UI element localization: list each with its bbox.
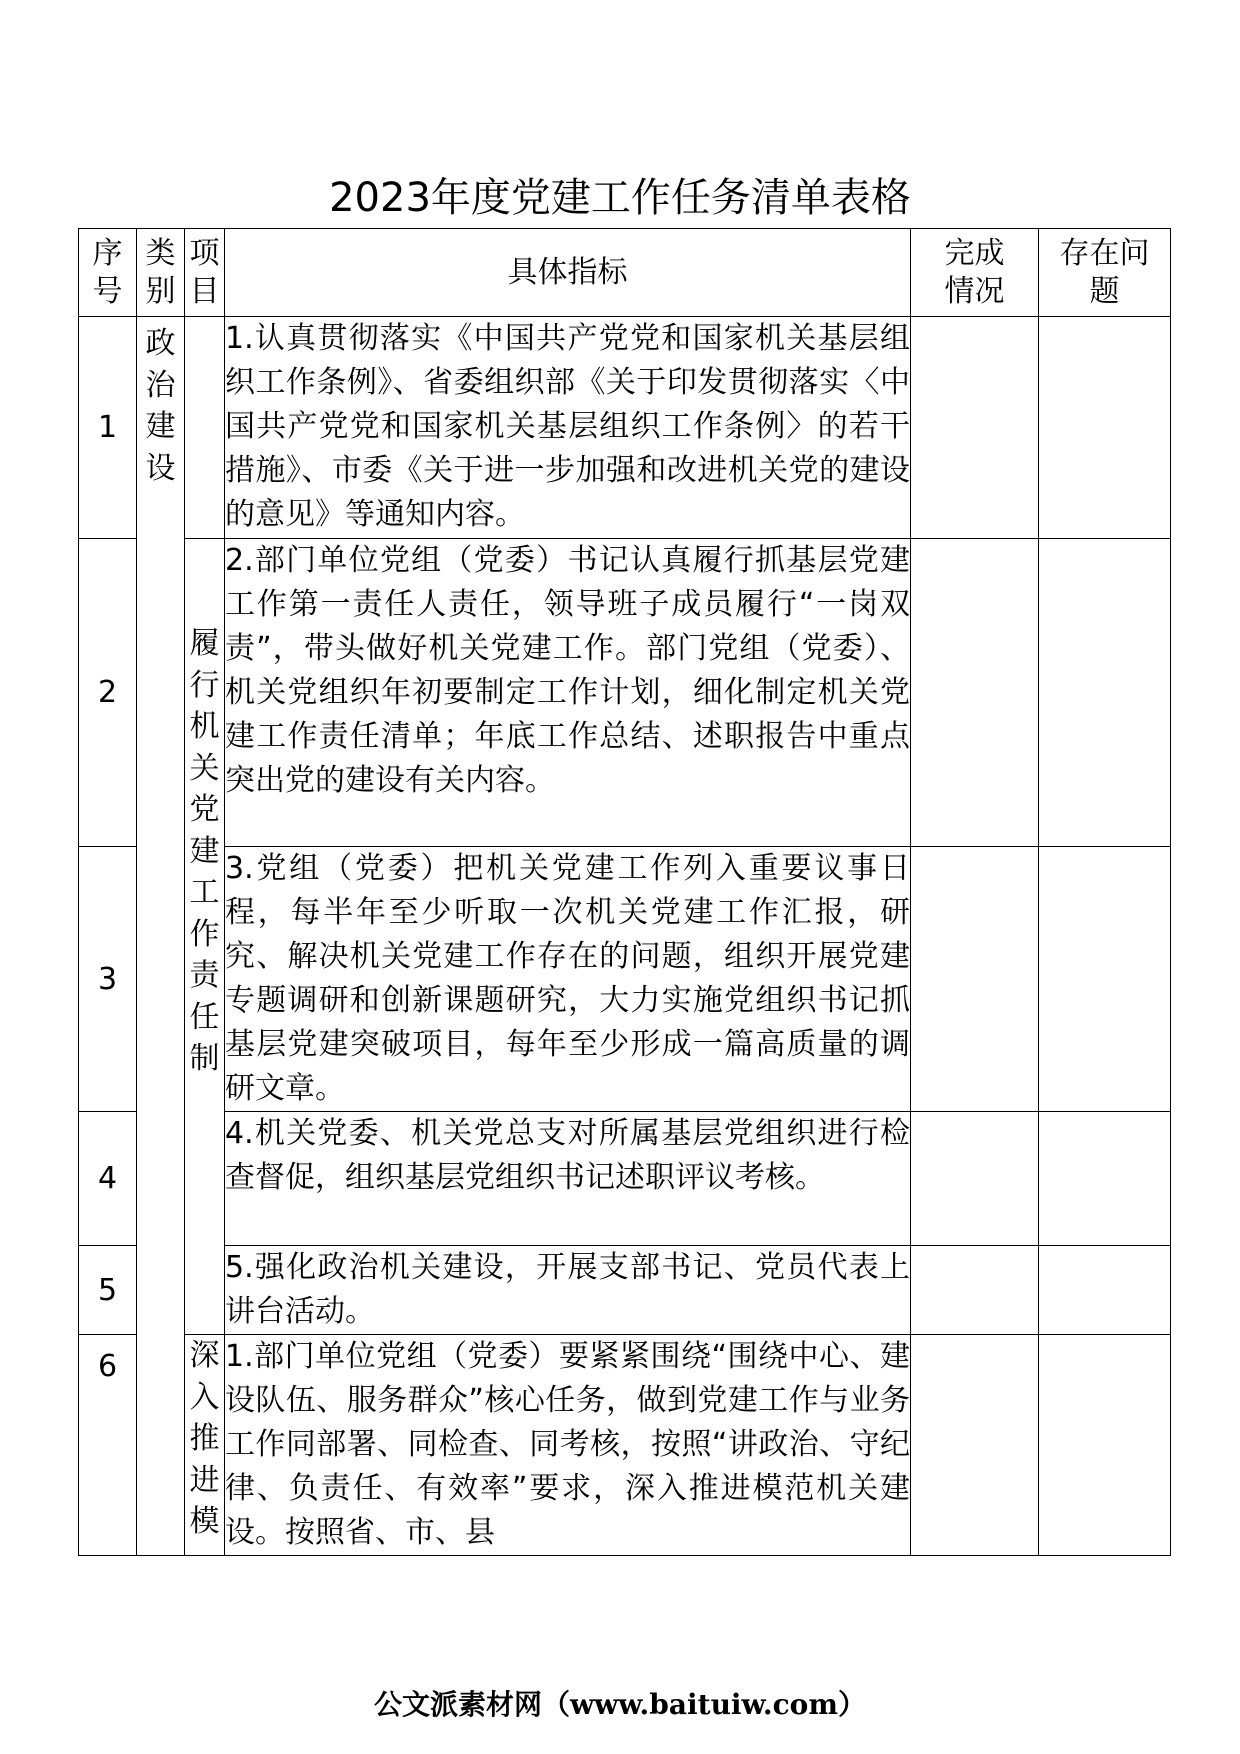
header-category: 类别 bbox=[137, 229, 185, 317]
indicator-cell: 2.部门单位党组（党委）书记认真履行抓基层党建工作第一责任人责任，领导班子成员履行“一岗双责”，带头做好机关党建工作。部门党组（党委）、机关党组织年初要制定工作计划，细化制定机关党建工作责任清单；年底工作总结、述职报告中重点突出党的建设有关内容。 bbox=[225, 539, 911, 847]
issues-cell bbox=[1039, 1112, 1171, 1246]
indicator-cell: 1.认真贯彻落实《中国共产党党和国家机关基层组织工作条例》、省委组织部《关于印发贯彻落实〈中国共产党党和国家机关基层组织工作条例〉的若干措施》、市委《关于进一步加强和改进机关党的建设的意见》等通知内容。 bbox=[225, 317, 911, 539]
header-seq: 序号 bbox=[79, 229, 137, 317]
completion-cell bbox=[911, 1112, 1039, 1246]
document-title: 2023年度党建工作任务清单表格 bbox=[329, 175, 911, 221]
project-cell-empty bbox=[185, 317, 225, 539]
issues-cell bbox=[1039, 1246, 1171, 1335]
table-row bbox=[79, 317, 1171, 539]
table-header-row bbox=[79, 229, 1171, 317]
completion-cell bbox=[911, 539, 1039, 847]
table-row bbox=[79, 1246, 1171, 1335]
header-project: 项目 bbox=[185, 229, 225, 317]
table-row bbox=[79, 1335, 1171, 1556]
project-label: 深入推进模 bbox=[189, 1338, 220, 1539]
project-cell bbox=[185, 1335, 225, 1556]
issues-cell bbox=[1039, 539, 1171, 847]
row-seq: 1 bbox=[79, 317, 137, 539]
issues-cell bbox=[1039, 847, 1171, 1112]
indicator-cell: 4.机关党委、机关党总支对所属基层党组织进行检查督促，组织基层党组织书记述职评议考核。 bbox=[225, 1112, 911, 1246]
project-cell bbox=[185, 539, 225, 1335]
completion-cell bbox=[911, 847, 1039, 1112]
category-label: 政治建设 bbox=[145, 326, 176, 486]
table-row bbox=[79, 539, 1171, 847]
header-indicator: 具体指标 bbox=[225, 229, 911, 317]
indicator-cell: 3.党组（党委）把机关党建工作列入重要议事日程，每半年至少听取一次机关党建工作汇报，研究、解决机关党建工作存在的问题，组织开展党建专题调研和创新课题研究，大力实施党组织书记抓基层党建突破项目，每年至少形成一篇高质量的调研文章。 bbox=[225, 847, 911, 1112]
completion-cell bbox=[911, 1335, 1039, 1556]
row-seq: 4 bbox=[79, 1112, 137, 1246]
issues-cell bbox=[1039, 317, 1171, 539]
row-seq: 3 bbox=[79, 847, 137, 1112]
table-row bbox=[79, 1112, 1171, 1246]
row-seq: 6 bbox=[79, 1335, 137, 1556]
indicator-cell: 1.部门单位党组（党委）要紧紧围绕“围绕中心、建设队伍、服务群众”核心任务，做到党建工作与业务工作同部署、同检查、同考核，按照“讲政治、守纪律、负责任、有效率”要求，深入推进模范机关建设。按照省、市、县 bbox=[225, 1335, 911, 1556]
header-completion: 完成情况 bbox=[911, 229, 1039, 317]
header-issues: 存在问题 bbox=[1039, 229, 1171, 317]
footer-watermark: 公文派素材网（www.baituiw.com） bbox=[374, 1688, 866, 1721]
row-seq: 2 bbox=[79, 539, 137, 847]
project-label: 履行机关党建工作责任制 bbox=[189, 626, 220, 1077]
table-row bbox=[79, 847, 1171, 1112]
completion-cell bbox=[911, 1246, 1039, 1335]
category-cell bbox=[137, 317, 185, 1556]
completion-cell bbox=[911, 317, 1039, 539]
row-seq: 5 bbox=[79, 1246, 137, 1335]
indicator-cell: 5.强化政治机关建设，开展支部书记、党员代表上讲台活动。 bbox=[225, 1246, 911, 1335]
issues-cell bbox=[1039, 1335, 1171, 1556]
task-list-table bbox=[78, 228, 1171, 1556]
